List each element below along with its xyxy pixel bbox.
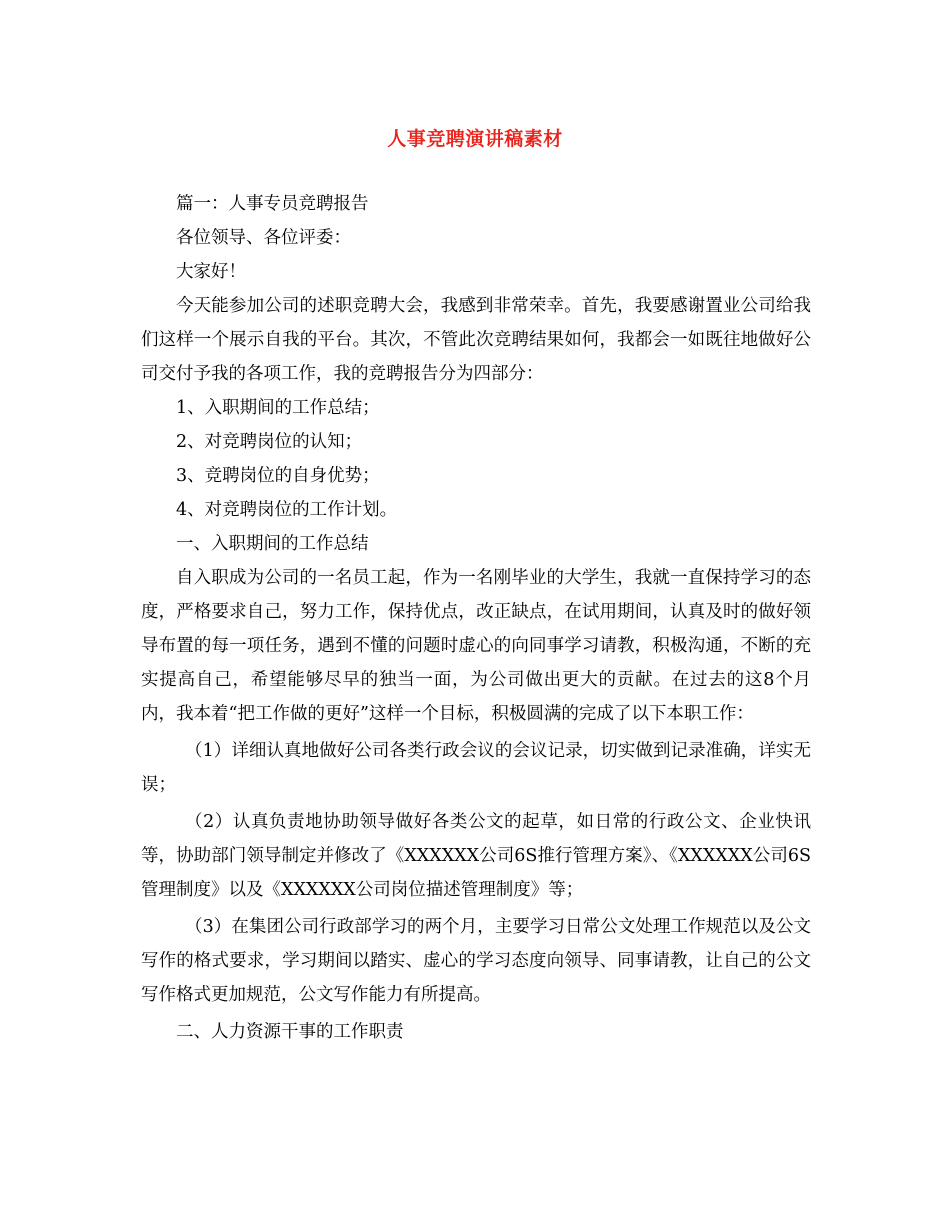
section-heading: 篇一：人事专员竞聘报告 — [176, 194, 369, 214]
greeting: 大家好！ — [176, 262, 246, 282]
body-paragraph: 自入职成为公司的一名员工起，作为一名刚毕业的大学生，我就一直保持学习的态度，严格要求自己，努力工作，保持优点，改正缺点，在试用期间，认真及时的做好领导布置的每一项任务，遇到不懂的问题时虚心的向同事学习请教，积极沟通，不断的充实提高自己，希望能够尽早的独当一面，为公司做出更大的贡献。在过去的这8个月内，我本着“把工作做的更好”这样一个目标，积极圆满的完成了以下本职工作： — [141, 568, 811, 724]
section-heading: 一、入职期间的工作总结 — [176, 534, 369, 554]
list-item: 3、竞聘岗位的自身优势； — [176, 466, 380, 486]
salutation: 各位领导、各位评委： — [176, 228, 351, 248]
numbered-item: （3）在集团公司行政部学习的两个月，主要学习日常公文处理工作规范以及公文写作的格式要求，学习期间以踏实、虚心的学习态度向领导、同事请教，让自己的公文写作格式更加规范，公文写作能力有所提高。 — [141, 917, 811, 1005]
document-body — [141, 187, 811, 1049]
body-paragraph: 今天能参加公司的述职竞聘大会，我感到非常荣幸。首先，我要感谢置业公司给我们这样一个展示自我的平台。其次，不管此次竞聘结果如何，我都会一如既往地做好公司交付予我的各项工作，我的竞聘报告分为四部分： — [141, 296, 811, 384]
numbered-item: （1）详细认真地做好公司各类行政会议的会议记录，切实做到记录准确，详实无误； — [141, 741, 811, 795]
list-item: 4、对竞聘岗位的工作计划。 — [176, 500, 398, 520]
numbered-item: （2）认真负责地协助领导做好各类公文的起草，如日常的行政公文、企业快讯等，协助部门领导制定并修改了《XXXXXX公司6S推行管理方案》、《XXXXXX公司6S管理制度》以及《XXXXXX公司岗位描述管理制度》等； — [141, 812, 811, 900]
section-heading: 二、人力资源干事的工作职责 — [176, 1022, 404, 1042]
list-item: 1、入职期间的工作总结； — [176, 398, 380, 418]
list-item: 2、对竞聘岗位的认知； — [176, 432, 363, 452]
document-title: 人事竞聘演讲稿素材 — [387, 128, 563, 150]
